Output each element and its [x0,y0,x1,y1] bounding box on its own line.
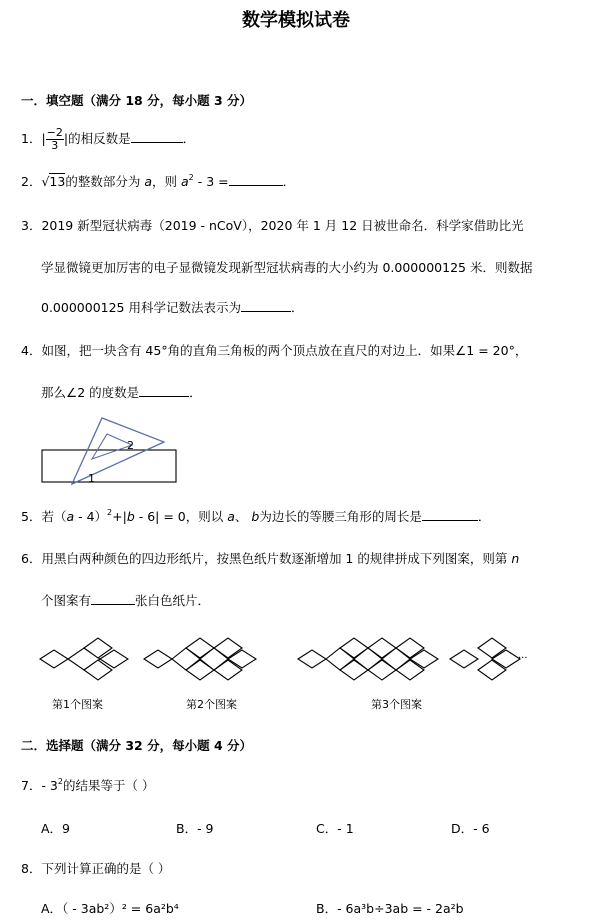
section-1-heading: 一．填空题（满分 18 分，每小题 3 分） [21,93,253,108]
answer-blank[interactable] [229,173,283,186]
q8-option-b[interactable]: B．- 6a³b÷3ab = - 2a²b [316,901,464,916]
pattern-caption-3: 第3个图案 [371,698,422,711]
question-2 [21,172,295,190]
var-b: b [251,509,260,524]
angle-2-label: 2 [127,439,134,452]
set-square-outer [72,418,164,484]
q2-text2: ，则 [152,174,178,189]
abs-bar-right: | [63,131,69,146]
question-6-line1 [21,549,519,567]
q5-number: 5．若（ [21,509,67,524]
var-b: b [126,509,135,524]
q3-end: ． [290,300,304,315]
exponent: 2 [188,173,194,182]
answer-blank[interactable] [241,299,291,312]
q5-end: ． [477,509,491,524]
ruler-triangle-figure [38,412,183,487]
question-4-line1: 4．如图，把一块含有 45°角的直角三角板的两个顶点放在直尺的对边上．如果∠1 = 20°， [21,343,528,358]
q5-text: - 4） [74,509,108,524]
section-2-heading: 二．选择题（满分 32 分，每小题 4 分） [21,738,253,753]
question-3-line3 [41,298,304,316]
fraction-numerator: −2 [46,126,63,139]
set-square-inner [92,434,132,459]
q1-text: 的相反数是 [68,131,131,146]
q4-end: ． [189,385,202,400]
question-7-stem [21,776,154,794]
q5-text: +| [112,509,127,524]
answer-blank[interactable] [422,508,478,521]
q2-number: 2． [21,174,42,189]
question-4-line2 [41,383,202,401]
answer-blank[interactable] [91,592,135,605]
pattern-caption-1: 第1个图案 [52,698,103,711]
radicand: 13 [49,174,66,189]
q6-text: 张白色纸片． [135,593,211,608]
page-title: 数学模拟试卷 [242,10,350,31]
pattern-caption-2: 第2个图案 [186,698,237,711]
var-a: a [66,509,75,524]
question-1 [21,127,195,152]
q7-option-d[interactable]: D．- 6 [451,821,490,836]
answer-blank[interactable] [131,130,183,143]
exponent: 2 [107,508,113,517]
q7-text: 7．- 3 [21,778,58,793]
question-3-line1: 3．2019 新型冠状病毒（2019 - nCoV），2020 年 1 月 12 日被世命名．科学家借助比光 [21,218,524,233]
sqrt-sign: √ [41,174,50,189]
q7-text: 的结果等于（ ） [62,778,155,793]
fraction [46,127,64,152]
q2-end: ． [282,174,296,189]
exponent: 2 [57,777,63,786]
q4-text: 那么∠2 的度数是 [41,385,140,400]
q2-text1: 的整数部分为 [65,174,141,189]
question-3-line2: 学显微镜更加厉害的电子显微镜发现新型冠状病毒的大小约为 0.000000125 米．则数据 [41,260,533,275]
q7-option-c[interactable]: C．- 1 [316,821,354,836]
q6-text: 6．用黑白两种颜色的四边形纸片，按黑色纸片数逐渐增加 1 的规律拼成下列图案，则第 [21,551,508,566]
q5-text: - 6| = 0，则以 [134,509,224,524]
q5-text: 为边长的等腰三角形的周长是 [259,509,422,524]
question-5 [21,507,490,525]
var-a-squared: a [181,174,189,189]
ruler [42,450,176,482]
answer-blank[interactable] [139,384,189,397]
q6-text: 个图案有 [41,593,92,608]
diamond-patterns-figure [36,628,536,688]
q8-option-a[interactable]: A．（ - 3ab²）² = 6a²b⁴ [41,901,179,916]
pattern-ellipsis: ··· [518,653,528,664]
abs-bar-left: | [41,131,46,146]
q1-number: 1． [21,131,42,146]
var-a: a [227,509,235,524]
angle-1-label: 1 [88,472,95,485]
question-8-stem: 8．下列计算正确的是（ ） [21,861,171,876]
q1-end: ． [182,131,196,146]
q7-option-a[interactable]: A．9 [41,821,71,836]
q3-text: 0.000000125 用科学记数法表示为 [41,300,241,315]
var-n: n [511,551,520,566]
q2-text3: - 3 = [193,174,229,189]
var-a: a [144,174,152,189]
fraction-denominator: 3 [51,139,59,152]
question-6-line2 [41,591,210,609]
q7-option-b[interactable]: B．- 9 [176,821,214,836]
q5-text: 、 [234,509,248,524]
